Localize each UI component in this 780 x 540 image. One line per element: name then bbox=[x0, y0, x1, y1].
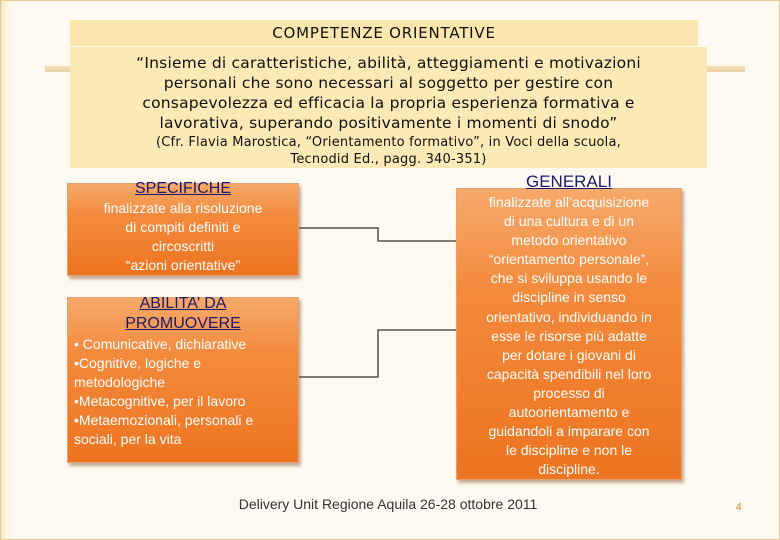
abilita-line: metodologiche bbox=[74, 374, 166, 390]
abilita-line: •Cognitive, logiche e bbox=[74, 355, 202, 371]
specifiche-body bbox=[74, 199, 292, 275]
page-number: 4 bbox=[736, 502, 742, 513]
generali-line: processo di bbox=[533, 384, 605, 401]
generali-line: metodo orientativo bbox=[511, 232, 627, 249]
generali-line: esse le risorse più adatte bbox=[491, 327, 647, 344]
generali-line: che si sviluppa usando le bbox=[490, 270, 648, 287]
abilita-heading-line: PROMUOVERE bbox=[125, 315, 241, 332]
generali-heading: GENERALI bbox=[526, 172, 612, 191]
abilita-box bbox=[67, 297, 299, 463]
generali-line: orientativo, individuando in bbox=[486, 308, 652, 325]
citation bbox=[78, 134, 699, 168]
citation-line: (Cfr. Flavia Marostica, “Orientamento formativo”, in Voci della scuola, bbox=[156, 135, 621, 150]
specifiche-line: di compiti definiti e bbox=[125, 219, 241, 235]
quote-line: “Insieme di caratteristiche, abilità, atteggiamenti e motivazioni bbox=[136, 54, 641, 72]
generali-line: discipline. bbox=[538, 461, 600, 478]
abilita-line: • Comunicative, dichiarative bbox=[74, 336, 247, 352]
quote-line: lavorativa, superando positivamente i momenti di snodo” bbox=[159, 114, 618, 132]
definition-quote bbox=[78, 53, 699, 133]
abilita-line: •Metacognitive, per il lavoro bbox=[74, 393, 246, 409]
citation-line: Tecnodid Ed., pagg. 340-351) bbox=[290, 152, 487, 167]
slide-footer: Delivery Unit Regione Aquila 26-28 ottobre 2011 bbox=[238, 496, 538, 512]
slide-title-text: COMPETENZE ORIENTATIVE bbox=[272, 24, 496, 42]
abilita-heading bbox=[68, 294, 298, 334]
generali-line: per dotare i giovani di bbox=[502, 346, 636, 363]
abilita-line: sociali, per la vita bbox=[74, 431, 182, 447]
specifiche-line: circoscritti bbox=[151, 238, 215, 254]
specifiche-box bbox=[67, 180, 299, 276]
generali-line: capacità spendibili nel loro bbox=[486, 365, 652, 382]
generali-box bbox=[456, 172, 682, 480]
quote-line: personali che sono necessari al soggetto per gestire con bbox=[163, 74, 614, 92]
generali-line: guidandoli a imparare con bbox=[488, 423, 650, 440]
slide-title bbox=[70, 20, 698, 46]
generali-line: “orientamento personale”, bbox=[488, 251, 650, 268]
specifiche-heading: SPECIFICHE bbox=[134, 180, 231, 197]
specifiche-line: finalizzate alla risoluzione bbox=[103, 200, 263, 216]
quote-line: consapevolezza ed efficacia la propria esperienza formativa e bbox=[142, 94, 635, 112]
abilita-list bbox=[74, 335, 294, 449]
generali-line: autoorientamento e bbox=[508, 404, 630, 421]
definition-quote-box bbox=[70, 47, 707, 168]
generali-line: finalizzate all’acquisizione bbox=[488, 194, 650, 210]
generali-line: le discipline e non le bbox=[505, 442, 633, 459]
generali-body bbox=[461, 193, 677, 479]
specifiche-line: “azioni orientative” bbox=[125, 257, 241, 273]
abilita-line: •Metaemozionali, personali e bbox=[74, 412, 254, 428]
generali-line: di una cultura e di un bbox=[504, 213, 634, 230]
abilita-heading-line: ABILITA’ DA bbox=[139, 295, 227, 312]
generali-line: discipline in senso bbox=[512, 289, 626, 306]
